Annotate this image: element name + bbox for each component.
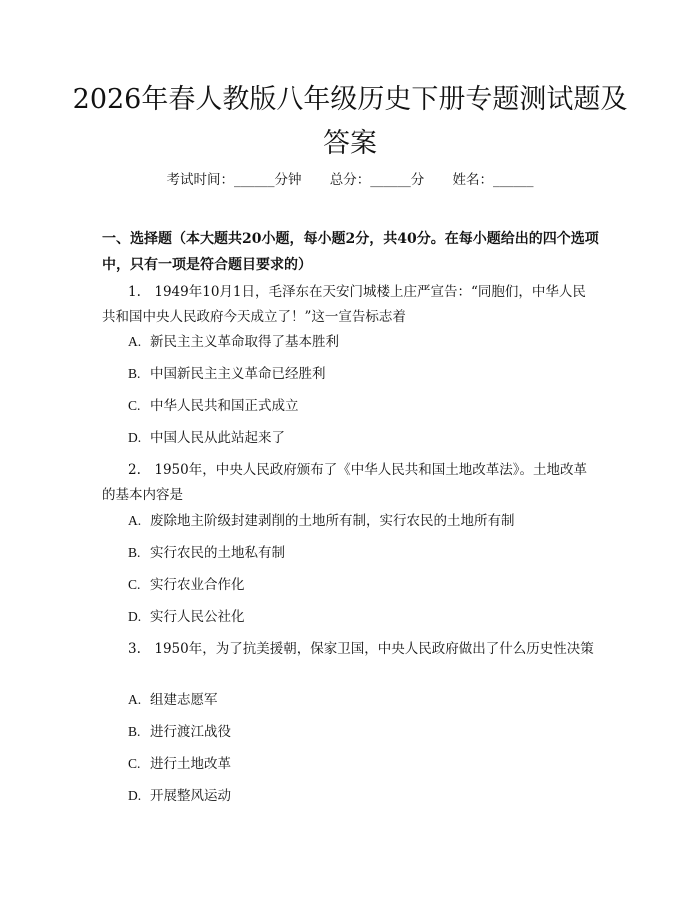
- option-letter: A.: [128, 513, 142, 528]
- option-letter: B.: [128, 545, 141, 560]
- total-score-label: 总分：______分: [329, 172, 425, 188]
- option-text: 开展整风运动: [150, 788, 231, 804]
- exam-info-line: [0, 168, 700, 188]
- student-name-label: 姓名：______: [452, 172, 534, 188]
- option-text: 中华人民共和国正式成立: [150, 398, 299, 414]
- option-letter: C.: [128, 398, 141, 413]
- question-1-option-d: [128, 428, 285, 448]
- option-letter: D.: [128, 788, 142, 803]
- option-letter: A.: [128, 692, 142, 707]
- option-text: 实行农业合作化: [150, 577, 245, 593]
- question-1-option-a: [128, 332, 339, 352]
- section-title: 一、选择题（本大题共20小题，每小题2分，共40分。在每小题给出的四个选项中，只有一项是符合题目要求的）: [102, 231, 599, 273]
- option-text: 新民主主义革命取得了基本胜利: [150, 334, 339, 350]
- question-2-option-b: [128, 543, 285, 563]
- exam-time-label: 考试时间：______分钟: [166, 172, 302, 188]
- option-text: 废除地主阶级封建剥削的土地所有制，实行农民的土地所有制: [150, 513, 515, 529]
- option-text: 中国人民从此站起来了: [150, 430, 285, 446]
- question-3-option-d: [128, 786, 231, 806]
- question-2-text: 2. 1950年，中央人民政府颁布了《中华人民共和国土地改革法》。土地改革的基本内容是: [102, 462, 587, 503]
- question-1-text: 1. 1949年10月1日，毛泽东在天安门城楼上庄严宣告：“同胞们，中华人民共和国中央人民政府今天成立了！”这一宣告标志着: [102, 284, 586, 325]
- question-3-option-b: [128, 722, 231, 742]
- question-3-option-a: [128, 690, 218, 710]
- question-1-option-c: [128, 396, 299, 416]
- option-letter: B.: [128, 724, 141, 739]
- question-2-option-c: [128, 575, 245, 595]
- option-text: 组建志愿军: [150, 692, 218, 708]
- option-letter: A.: [128, 334, 142, 349]
- question-2-option-a: [128, 511, 515, 531]
- option-letter: D.: [128, 609, 142, 624]
- option-letter: D.: [128, 430, 142, 445]
- question-3-option-c: [128, 754, 231, 774]
- option-text: 进行土地改革: [150, 756, 231, 772]
- option-letter: C.: [128, 577, 141, 592]
- question-2-option-d: [128, 607, 245, 627]
- question-3-text: 3. 1950年，为了抗美援朝，保家卫国，中央人民政府做出了什么历史性决策: [128, 641, 594, 657]
- option-text: 实行农民的土地私有制: [150, 545, 285, 561]
- option-letter: B.: [128, 366, 141, 381]
- option-text: 实行人民公社化: [150, 609, 245, 625]
- question-1-option-b: [128, 364, 326, 384]
- option-letter: C.: [128, 756, 141, 771]
- document-title: 2026年春人教版八年级历史下册专题测试题及答案: [72, 84, 628, 159]
- option-text: 中国新民主主义革命已经胜利: [150, 366, 326, 382]
- option-text: 进行渡江战役: [150, 724, 231, 740]
